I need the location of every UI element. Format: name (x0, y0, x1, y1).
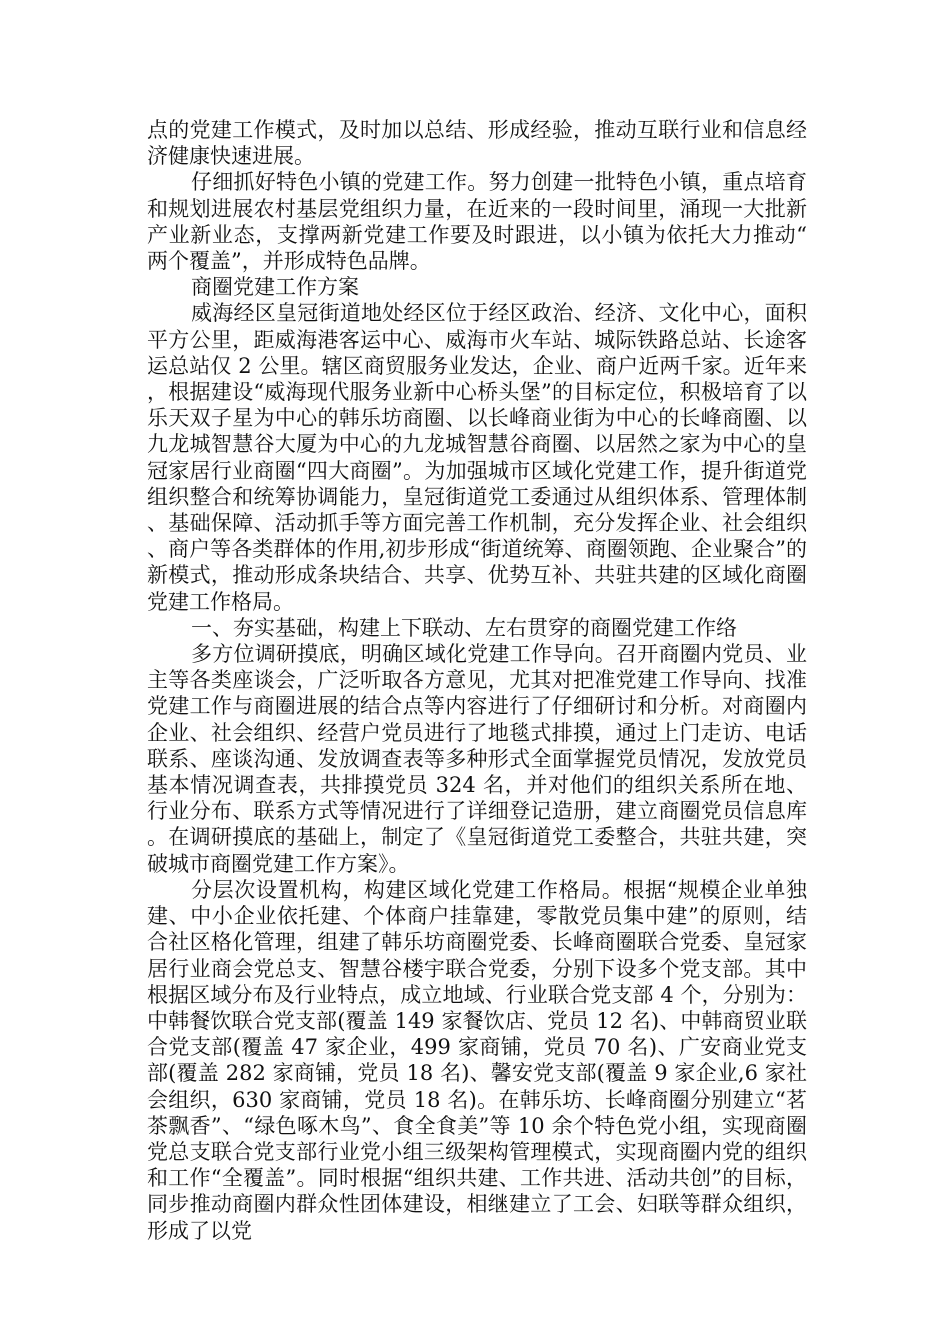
paragraph-intro-continuation: 点的党建工作模式，及时加以总结、形成经验，推动互联行业和信息经济健康快速进展。 (147, 118, 807, 169)
paragraph-research: 多方位调研摸底，明确区域化党建工作导向。召开商圈内党员、业主等各类座谈会，广泛听取各方意见，尤其对把准党建工作导向、找准党建工作与商圈进展的结合点等内容进行了仔细研讨和分析。对商圈内企业、社会组织、经营户党员进行了地毯式排摸，通过上门走访、电话联系、座谈沟通、发放调查表等多种形式全面掌握党员情况，发放党员基本情况调查表，共排摸党员 324 名，并对他们的组织关系所在地、行业分布、联系方式等情况进行了详细登记造册，建立商圈党员信息库。在调研摸底的基础上，制定了《皇冠街道党工委整合，共驻共建，突破城市商圈党建工作方案》。 (147, 642, 807, 876)
document-page (147, 117, 807, 1244)
paragraph-town-party-building: 仔细抓好特色小镇的党建工作。努力创建一批特色小镇，重点培育和规划进展农村基层党组织力量，在近来的一段时间里，涌现一大批新产业新业态，支撑两新党建工作要及时跟进，以小镇为依托大力推动“两个覆盖”，并形成特色品牌。 (147, 170, 807, 274)
document-title: 商圈党建工作方案 (191, 275, 359, 300)
paragraph-overview: 威海经区皇冠街道地处经区位于经区政治、经济、文化中心，面积平方公里，距威海港客运中心、威海市火车站、城际铁路总站、长途客运总站仅 2 公里。辖区商贸服务业发达，企业、商户近两千家。近年来，根据建设“威海现代服务业新中心桥头堡”的目标定位，积极培育了以乐天双子星为中心的韩乐坊商圈、以长峰商业街为中心的长峰商圈、以九龙城智慧谷大厦为中心的九龙城智慧谷商圈、以居然之家为中心的皇冠家居行业商圈“四大商圈”。为加强城市区域化党建工作，提升街道党组织整合和统筹协调能力，皇冠街道党工委通过从组织体系、管理体制、基础保障、活动抓手等方面完善工作机制，充分发挥企业、社会组织、商户等各类群体的作用,初步形成“街道统筹、商圈领跑、企业聚合”的新模式，推动形成条块结合、共享、优势互补、共驻共建的区域化商圈党建工作格局。 (147, 301, 807, 614)
paragraph-organization-setup: 分层次设置机构，构建区域化党建工作格局。根据“规模企业单独建、中小企业依托建、个体商户挂靠建，零散党员集中建”的原则，结合社区格化管理，组建了韩乐坊商圈党委、长峰商圈联合党委、皇冠家居行业商会党总支、智慧谷楼宇联合党委，分别下设多个党支部。其中根据区域分布及行业特点，成立地域、行业联合党支部 4 个，分别为：中韩餐饮联合党支部(覆盖 149 家餐饮店、党员 12 名)、中韩商贸业联合党支部(覆盖 47 家企业，499 家商铺，党员 70 名)、广安商业党支部(覆盖 282 家商铺，党员 18 名)、馨安党支部(覆盖 9 家企业,6 家社会组织，630 家商铺，党员 18 名)。在韩乐坊、长峰商圈分别建立“茗茶飘香”、“绿色啄木鸟”、食全食美”等 10 余个特色党小组，实现商圈党总支联合党支部行业党小组三级架构管理模式，实现商圈内党的组织和工作“全覆盖”。同时根据“组织共建、工作共进、活动共创”的目标，同步推动商圈内群众性团体建设，相继建立了工会、妇联等群众组织，形成了以党 (147, 877, 807, 1243)
section-heading-1: 一、夯实基础，构建上下联动、左右贯穿的商圈党建工作络 (191, 615, 737, 640)
